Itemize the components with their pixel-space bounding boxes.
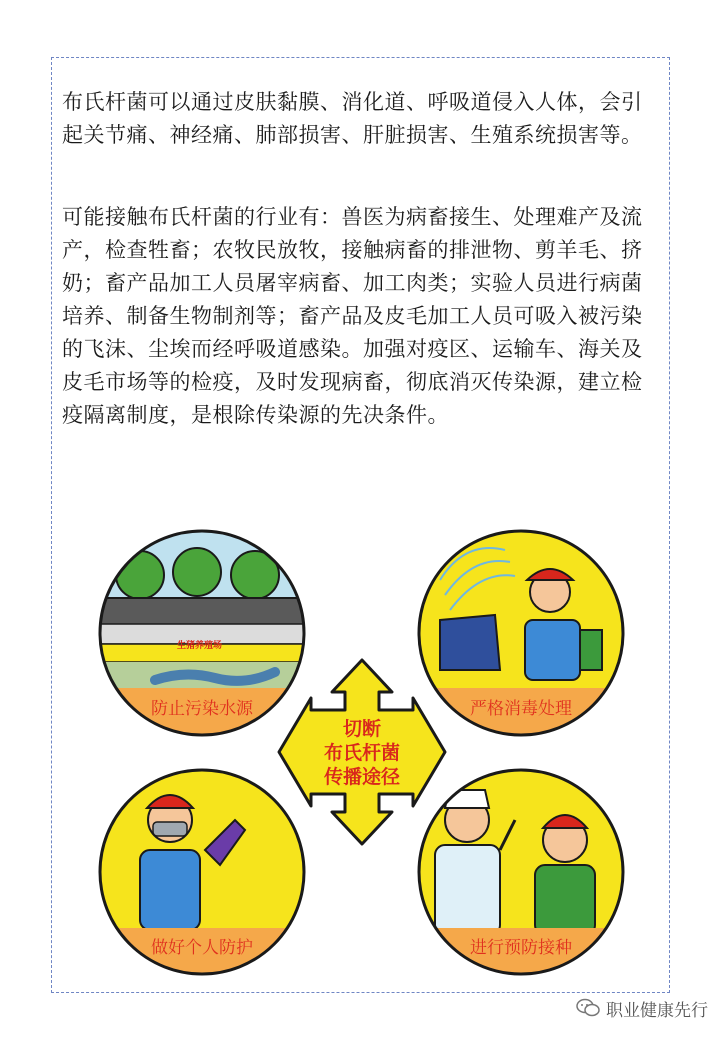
center-title-line-1: 切断 [342, 718, 381, 740]
label-strict-disinfection: 严格消毒处理 [470, 699, 572, 719]
jacket-icon [440, 615, 500, 670]
pipe-icon [155, 672, 275, 681]
paragraph-2: 可能接触布氏杆菌的行业有：兽医为病畜接生、处理难产及流产，检查牲畜；农牧民放牧，接触病畜的排泄物、剪羊毛、挤奶；畜产品加工人员屠宰病畜、加工肉类；实验人员进行病菌培养、制备生物制剂等；畜产品及皮毛加工人员可吸入被污染的飞沫、尘埃而经呼吸道感染。加强对疫区、运输车、海关及皮毛市场等的检疫，及时发现病畜，彻底消灭传染源，建立检疫隔离制度，是根除传染源的先决条件。 [62, 205, 643, 427]
patient-body-icon [535, 865, 595, 935]
farm-sign: 生猪养殖场 [177, 641, 223, 651]
label-prevent-water-pollution: 防止污染水源 [151, 699, 253, 719]
worker-body-icon [525, 620, 580, 680]
tree-icon [116, 548, 279, 599]
watermark [576, 994, 716, 1022]
paragraph-1: 布氏杆菌可以通过皮肤黏膜、消化道、呼吸道侵入人体，会引起关节痛、神经痛、肺部损害、肝脏损害、生殖系统损害等。 [62, 90, 643, 147]
worker-body-icon [140, 850, 200, 930]
mask-icon [153, 822, 187, 836]
prevention-illustration [95, 520, 630, 985]
wechat-icon [576, 998, 600, 1018]
center-title-line-2: 布氏杆菌 [323, 742, 400, 764]
doctor-body-icon [435, 845, 500, 935]
sprayer-tank-icon [580, 630, 602, 670]
label-vaccination: 进行预防接种 [470, 938, 572, 958]
label-personal-protection: 做好个人防护 [151, 938, 253, 958]
watermark-text: 职业健康先行 [606, 1000, 708, 1021]
center-title-line-3: 传播途径 [323, 766, 400, 788]
